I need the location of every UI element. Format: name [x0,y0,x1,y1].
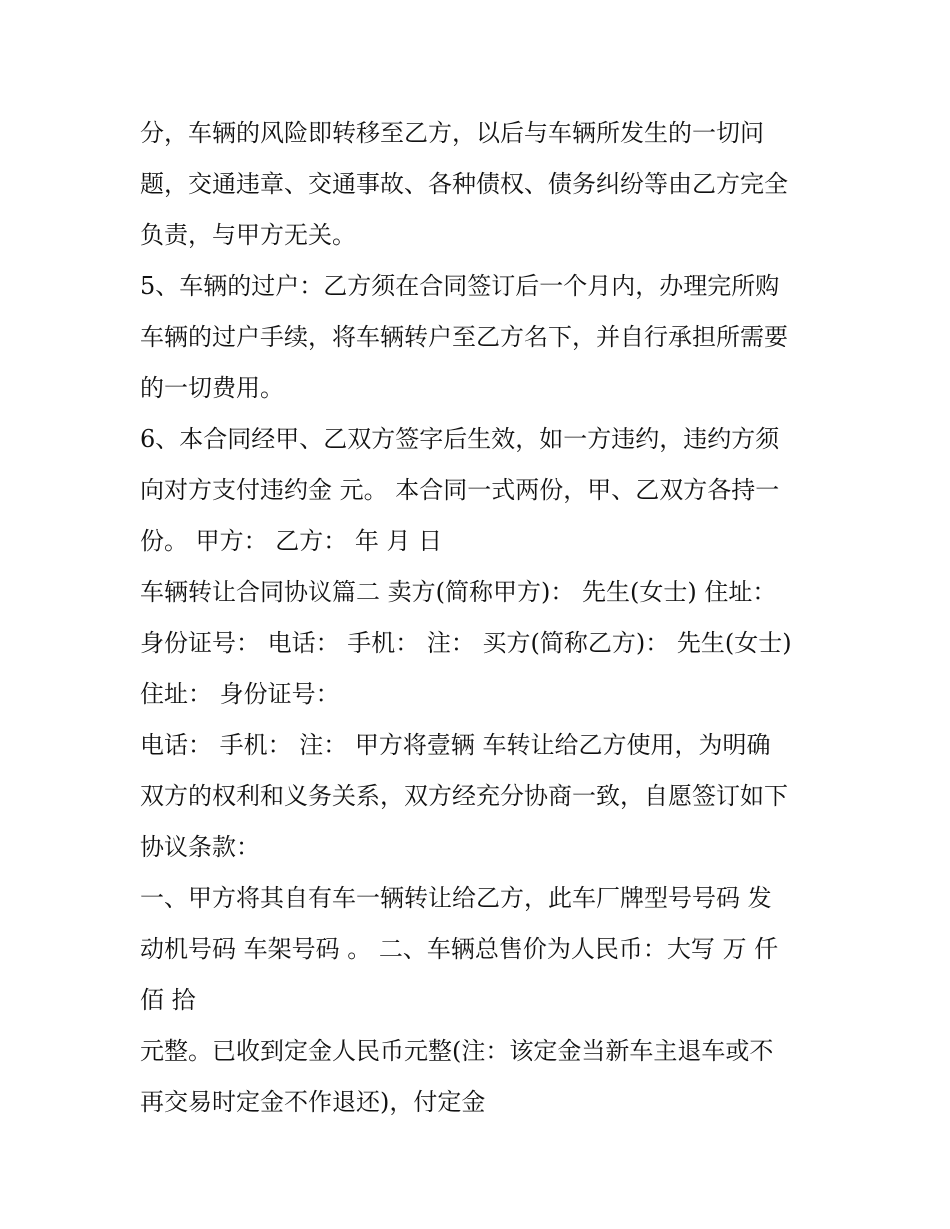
text-line: 元整。已收到定金人民币元整(注：该定金当新车主退车或不 [140,1037,774,1065]
text-line: 的一切费用。 [140,374,284,402]
text-line: 车辆的过户手续，将车辆转户至乙方名下，并自行承担所需要 [140,323,788,351]
document-body [140,108,820,1128]
text-line: 一、甲方将其自有车一辆转让给乙方，此车厂牌型号号码 发 [140,884,772,912]
text-line: 身份证号： 电话： 手机： 注： 买方(简称乙方)： 先生(女士) [140,629,792,657]
text-line: 协议条款： [140,833,260,861]
text-line: 双方的权利和义务关系，双方经充分协商一致，自愿签订如下 [140,782,788,810]
text-line: 动机号码 车架号码 。 二、车辆总售价为人民币：大写 万 仟 [140,935,779,963]
text-line: 再交易时定金不作退还)，付定金 [140,1088,486,1116]
text-line: 5、车辆的过户：乙方须在合同签订后一个月内，办理完所购 [140,272,780,300]
text-line: 住址： 身份证号： [140,680,340,708]
text-line: 电话： 手机： 注： 甲方将壹辆 车转让给乙方使用，为明确 [140,731,771,759]
text-line: 负责，与甲方无关。 [140,221,356,249]
text-line: 题，交通违章、交通事故、各种债权、债务纠纷等由乙方完全 [140,170,788,198]
text-line: 佰 拾 [140,986,196,1014]
text-line: 份。 甲方： 乙方： 年 月 日 [140,527,443,555]
text-line: 车辆转让合同协议篇二 卖方(简称甲方)： 先生(女士) 住址： [140,578,777,606]
text-line: 6、本合同经甲、乙双方签字后生效，如一方违约，违约方须 [140,425,780,453]
text-line: 向对方支付违约金 元。 本合同一式两份，甲、乙双方各持一 [140,476,780,504]
text-line: 分，车辆的风险即转移至乙方，以后与车辆所发生的一切问 [140,119,764,147]
